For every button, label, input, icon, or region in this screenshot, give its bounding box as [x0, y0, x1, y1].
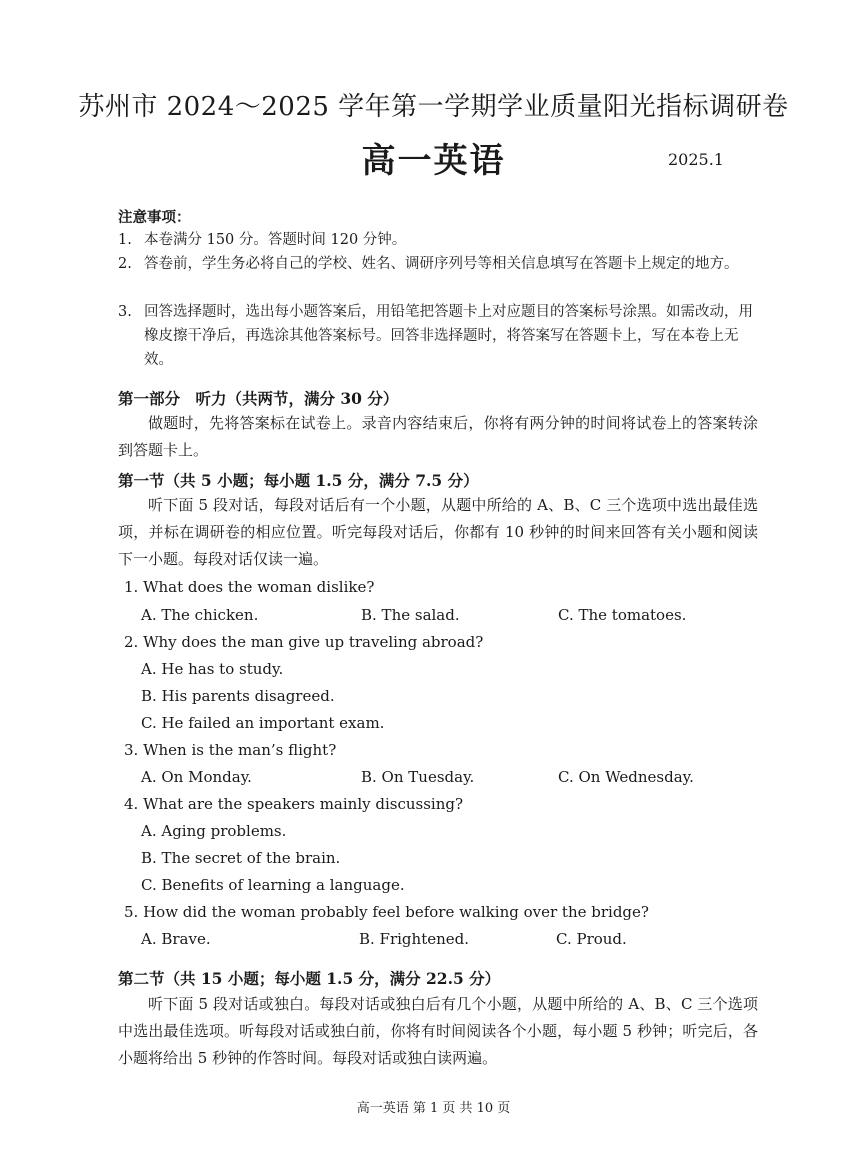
- question-4-option-c: C. Benefits of learning a language.: [141, 876, 405, 894]
- question-4: 4. What are the speakers mainly discussing?: [124, 795, 464, 813]
- notice-item: [118, 228, 758, 252]
- question-3: 3. When is the man’s flight?: [124, 741, 337, 759]
- notice-heading: 注意事项：: [118, 210, 191, 226]
- notice-item-number: 1.: [118, 232, 132, 248]
- section2-heading: 第二节（共 15 小题；每小题 1.5 分，满分 22.5 分）: [118, 969, 501, 988]
- exam-date: 2025.1: [668, 150, 724, 169]
- section2-intro: 听下面 5 段对话或独白。每段对话或独白后有几个小题，从题中所给的 A、B、C 三个选项中选出最佳选项。听每段对话或独白前，你将有时间阅读各个小题，每小题 5 秒钟；听完后，各小题将给出 5 秒钟的作答时间。每段对话或独白读两遍。: [118, 995, 758, 1067]
- part1-intro: 做题时，先将答案标在试卷上。录音内容结束后，你将有两分钟的时间将试卷上的答案转涂到答题卡上。: [118, 414, 758, 459]
- question-1: 1. What does the woman dislike?: [124, 578, 375, 596]
- question-3-option-c: C. On Wednesday.: [558, 768, 694, 786]
- question-3-option-b: B. On Tuesday.: [361, 768, 475, 786]
- question-5-option-c: C. Proud.: [556, 930, 627, 948]
- notice-item-number: 2.: [118, 256, 132, 272]
- question-2-option-b: B. His parents disagreed.: [141, 687, 335, 705]
- question-5-option-a: A. Brave.: [141, 930, 211, 948]
- question-2-option-a: A. He has to study.: [141, 660, 284, 678]
- question-4-option-a: A. Aging problems.: [141, 822, 287, 840]
- exam-title: 苏州市 2024～2025 学年第一学期学业质量阳光指标调研卷: [78, 92, 789, 122]
- question-5-option-b: B. Frightened.: [359, 930, 470, 948]
- question-1-option-b: B. The salad.: [361, 606, 460, 624]
- notice-item-text: 答卷前，学生务必将自己的学校、姓名、调研序列号等相关信息填写在答题卡上规定的地方。: [144, 256, 739, 272]
- question-5: 5. How did the woman probably feel before walking over the bridge?: [124, 903, 649, 921]
- subject-title: 高一英语: [361, 141, 506, 181]
- question-2: 2. Why does the man give up traveling abroad?: [124, 633, 484, 651]
- question-2-option-c: C. He failed an important exam.: [141, 714, 385, 732]
- notice-item: [118, 300, 758, 372]
- question-1-option-a: A. The chicken.: [141, 606, 259, 624]
- notice-item-text: 回答选择题时，选出每小题答案后，用铅笔把答题卡上对应题目的答案标号涂黑。如需改动，用橡皮擦干净后，再选涂其他答案标号。回答非选择题时，将答案写在答题卡上，写在本卷上无效。: [144, 304, 753, 368]
- notice-item-text: 本卷满分 150 分。答题时间 120 分钟。: [144, 232, 407, 248]
- question-4-option-b: B. The secret of the brain.: [141, 849, 341, 867]
- question-3-option-a: A. On Monday.: [141, 768, 252, 786]
- page-footer: 高一英语 第 1 页 共 10 页: [356, 1101, 511, 1116]
- section1-heading: 第一节（共 5 小题；每小题 1.5 分，满分 7.5 分）: [118, 471, 479, 490]
- question-1-option-c: C. The tomatoes.: [558, 606, 687, 624]
- part1-heading: 第一部分 听力（共两节，满分 30 分）: [118, 389, 399, 408]
- notice-item: [118, 252, 758, 276]
- notice-item-number: 3.: [118, 304, 132, 320]
- section1-intro: 听下面 5 段对话，每段对话后有一个小题，从题中所给的 A、B、C 三个选项中选出最佳选项，并标在调研卷的相应位置。听完每段对话后，你都有 10 秒钟的时间来回答有关小题和阅读下一小题。每段对话仅读一遍。: [118, 496, 758, 568]
